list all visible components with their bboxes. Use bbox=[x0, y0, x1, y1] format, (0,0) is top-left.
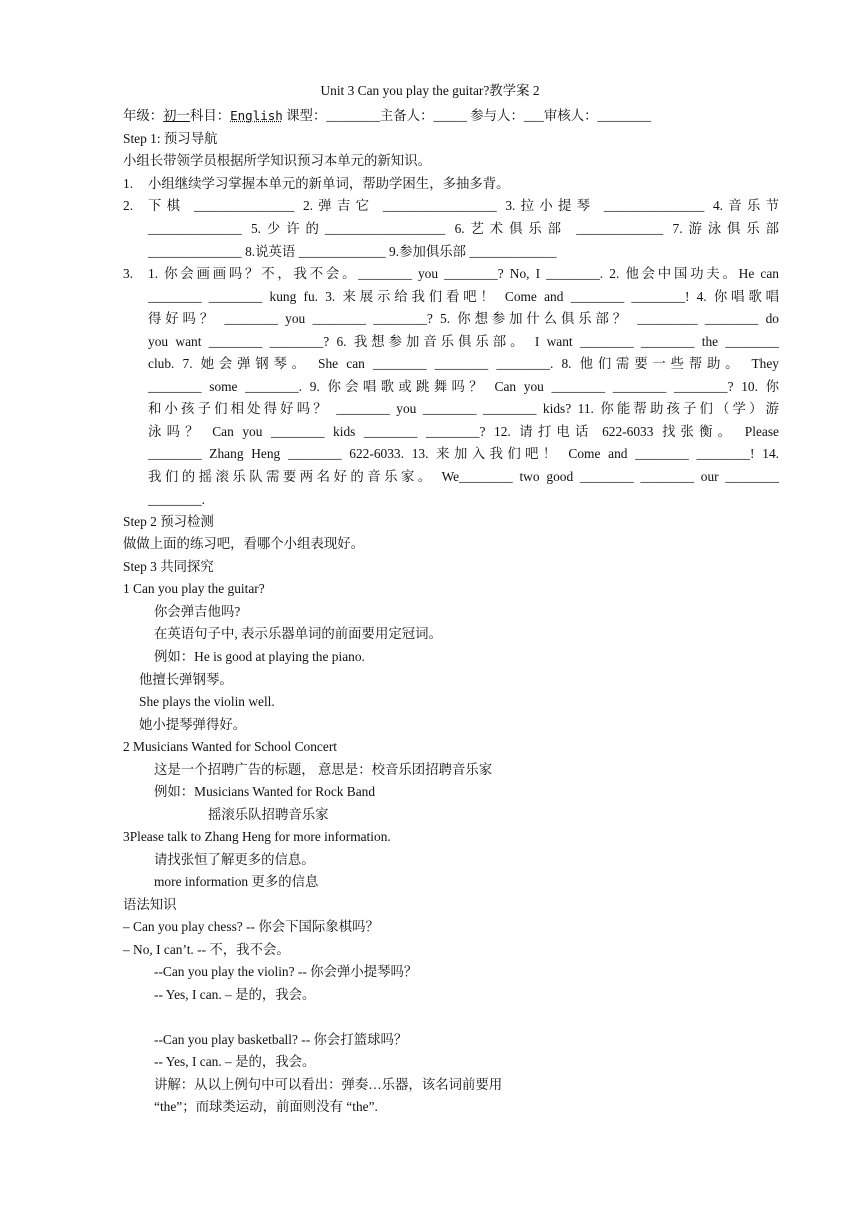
step3-line: 这是一个招聘广告的标题， 意思是：校音乐团招聘音乐家 bbox=[154, 762, 493, 777]
grammar-line: --Can you play the violin? -- 你会弹小提琴吗？ bbox=[154, 964, 418, 979]
item-line: 得好吗？ ________ you ________ ________? 5. 你想参加什么俱乐部？ _________ ________ do bbox=[148, 311, 779, 326]
step3-line: 3Please talk to Zhang Heng for more information. bbox=[123, 829, 391, 844]
document-title: Unit 3 Can you play the guitar?教学案 2 bbox=[320, 83, 540, 98]
grammar-line: -- Yes, I can. – 是的，我会。 bbox=[154, 987, 316, 1002]
step3-line: 你会弹吉他吗? bbox=[154, 604, 241, 619]
step2-heading: Step 2 预习检测 bbox=[123, 514, 214, 529]
step3-line: 她小提琴弹得好。 bbox=[139, 717, 247, 732]
step1-heading: Step 1: 预习导航 bbox=[123, 131, 218, 146]
item-line: 泳吗？ Can you ________ kids ________ ________? 12. 请打电话 622-6033 找张衡。 Please bbox=[148, 424, 779, 439]
step3-line: 他擅长弹钢琴。 bbox=[139, 672, 233, 687]
grammar-line: – Can you play chess? -- 你会下国际象棋吗？ bbox=[123, 919, 379, 934]
meta-rest: 课型：________主备人：_____ 参与人：___审核人：________ bbox=[282, 108, 652, 123]
grammar-line: -- Yes, I can. – 是的，我会。 bbox=[154, 1054, 316, 1069]
item-line: ______________ 5.少许的__________________ 6.艺术俱乐部 _____________ 7.游泳俱乐部 bbox=[148, 221, 779, 236]
item-line: ________ ________ kung fu. 3. 来展示给我们看吧！ Come and ________ ________! 4. 你唱歌唱 bbox=[148, 289, 779, 304]
step3-line: She plays the violin well. bbox=[139, 694, 275, 709]
item-number: 1. bbox=[123, 176, 134, 191]
meta-line bbox=[123, 107, 651, 125]
grade-label: 年级： bbox=[123, 108, 164, 123]
step3-line: 1 Can you play the guitar? bbox=[123, 581, 265, 596]
step3-line: 2 Musicians Wanted for School Concert bbox=[123, 739, 338, 754]
step2-text: 做做上面的练习吧，看哪个小组表现好。 bbox=[123, 536, 365, 551]
grammar-line: “the”；而球类运动，前面则没有 “the”. bbox=[154, 1099, 378, 1114]
step3-line: 摇滚乐队招聘音乐家 bbox=[208, 807, 329, 822]
item-line: ________ Zhang Heng ________ 622-6033. 13. 来加入我们吧！ Come and ________ ________! 14. bbox=[148, 446, 779, 461]
step3-line: 请找张恒了解更多的信息。 bbox=[154, 852, 315, 867]
item-line: club. 7. 她会弹钢琴。 She can ________ ________ ________. 8. 他们需要一些帮助。 They bbox=[148, 356, 779, 371]
subject-value: English bbox=[230, 108, 283, 123]
step3-line: 例如：He is good at playing the piano. bbox=[154, 649, 365, 664]
step1-intro: 小组长带领学员根据所学知识预习本单元的新知识。 bbox=[123, 153, 431, 168]
step3-line: more information 更多的信息 bbox=[154, 874, 319, 889]
item-line: 1. 你会画画吗？不，我不会。________ you ________? No, I ________. 2. 他会中国功夫。He can bbox=[148, 266, 779, 281]
item-line: 和小孩子们相处得好吗？ ________ you ________ ________ kids? 11. 你能帮助孩子们（学）游 bbox=[148, 401, 779, 416]
step3-heading: Step 3 共同探究 bbox=[123, 559, 214, 574]
grammar-line: – No, I can’t. -- 不，我不会。 bbox=[123, 942, 290, 957]
grammar-line: 讲解：从以上例句中可以看出：弹奏…乐器，该名词前要用 bbox=[154, 1077, 503, 1092]
item-line: 我们的摇滚乐队需要两名好的音乐家。 We________ two good ________ ________ our ________ bbox=[148, 469, 779, 484]
grammar-line: --Can you play basketball? -- 你会打篮球吗？ bbox=[154, 1032, 408, 1047]
item-line: ______________ 8.说英语 _____________ 9.参加俱乐部 _____________ bbox=[148, 244, 557, 259]
item-line: 下棋 _______________ 2.弹吉它 _________________ 3.拉小提琴 _______________ 4.音乐节 bbox=[148, 198, 779, 213]
grammar-heading: 语法知识 bbox=[123, 897, 177, 912]
step3-line: 例如：Musicians Wanted for Rock Band bbox=[154, 784, 376, 799]
grade-value: 初一 bbox=[163, 108, 190, 123]
item-line: 小组继续学习掌握本单元的新单词，帮助学困生，多抽多背。 bbox=[148, 176, 510, 191]
step3-line: 在英语句子中, 表示乐器单词的前面要用定冠词。 bbox=[154, 626, 442, 641]
item-number: 3. bbox=[123, 266, 134, 281]
item-line: ________. bbox=[148, 492, 205, 507]
item-number: 2. bbox=[123, 198, 134, 213]
subject-label: 科目： bbox=[189, 108, 231, 123]
item-line: you want ________ ________? 6. 我想参加音乐俱乐部。 I want ________ ________ the ________ bbox=[148, 334, 779, 349]
item-line: ________ some ________. 9. 你会唱歌或跳舞吗？ Can you ________ ________ ________? 10. 你 bbox=[148, 379, 779, 394]
